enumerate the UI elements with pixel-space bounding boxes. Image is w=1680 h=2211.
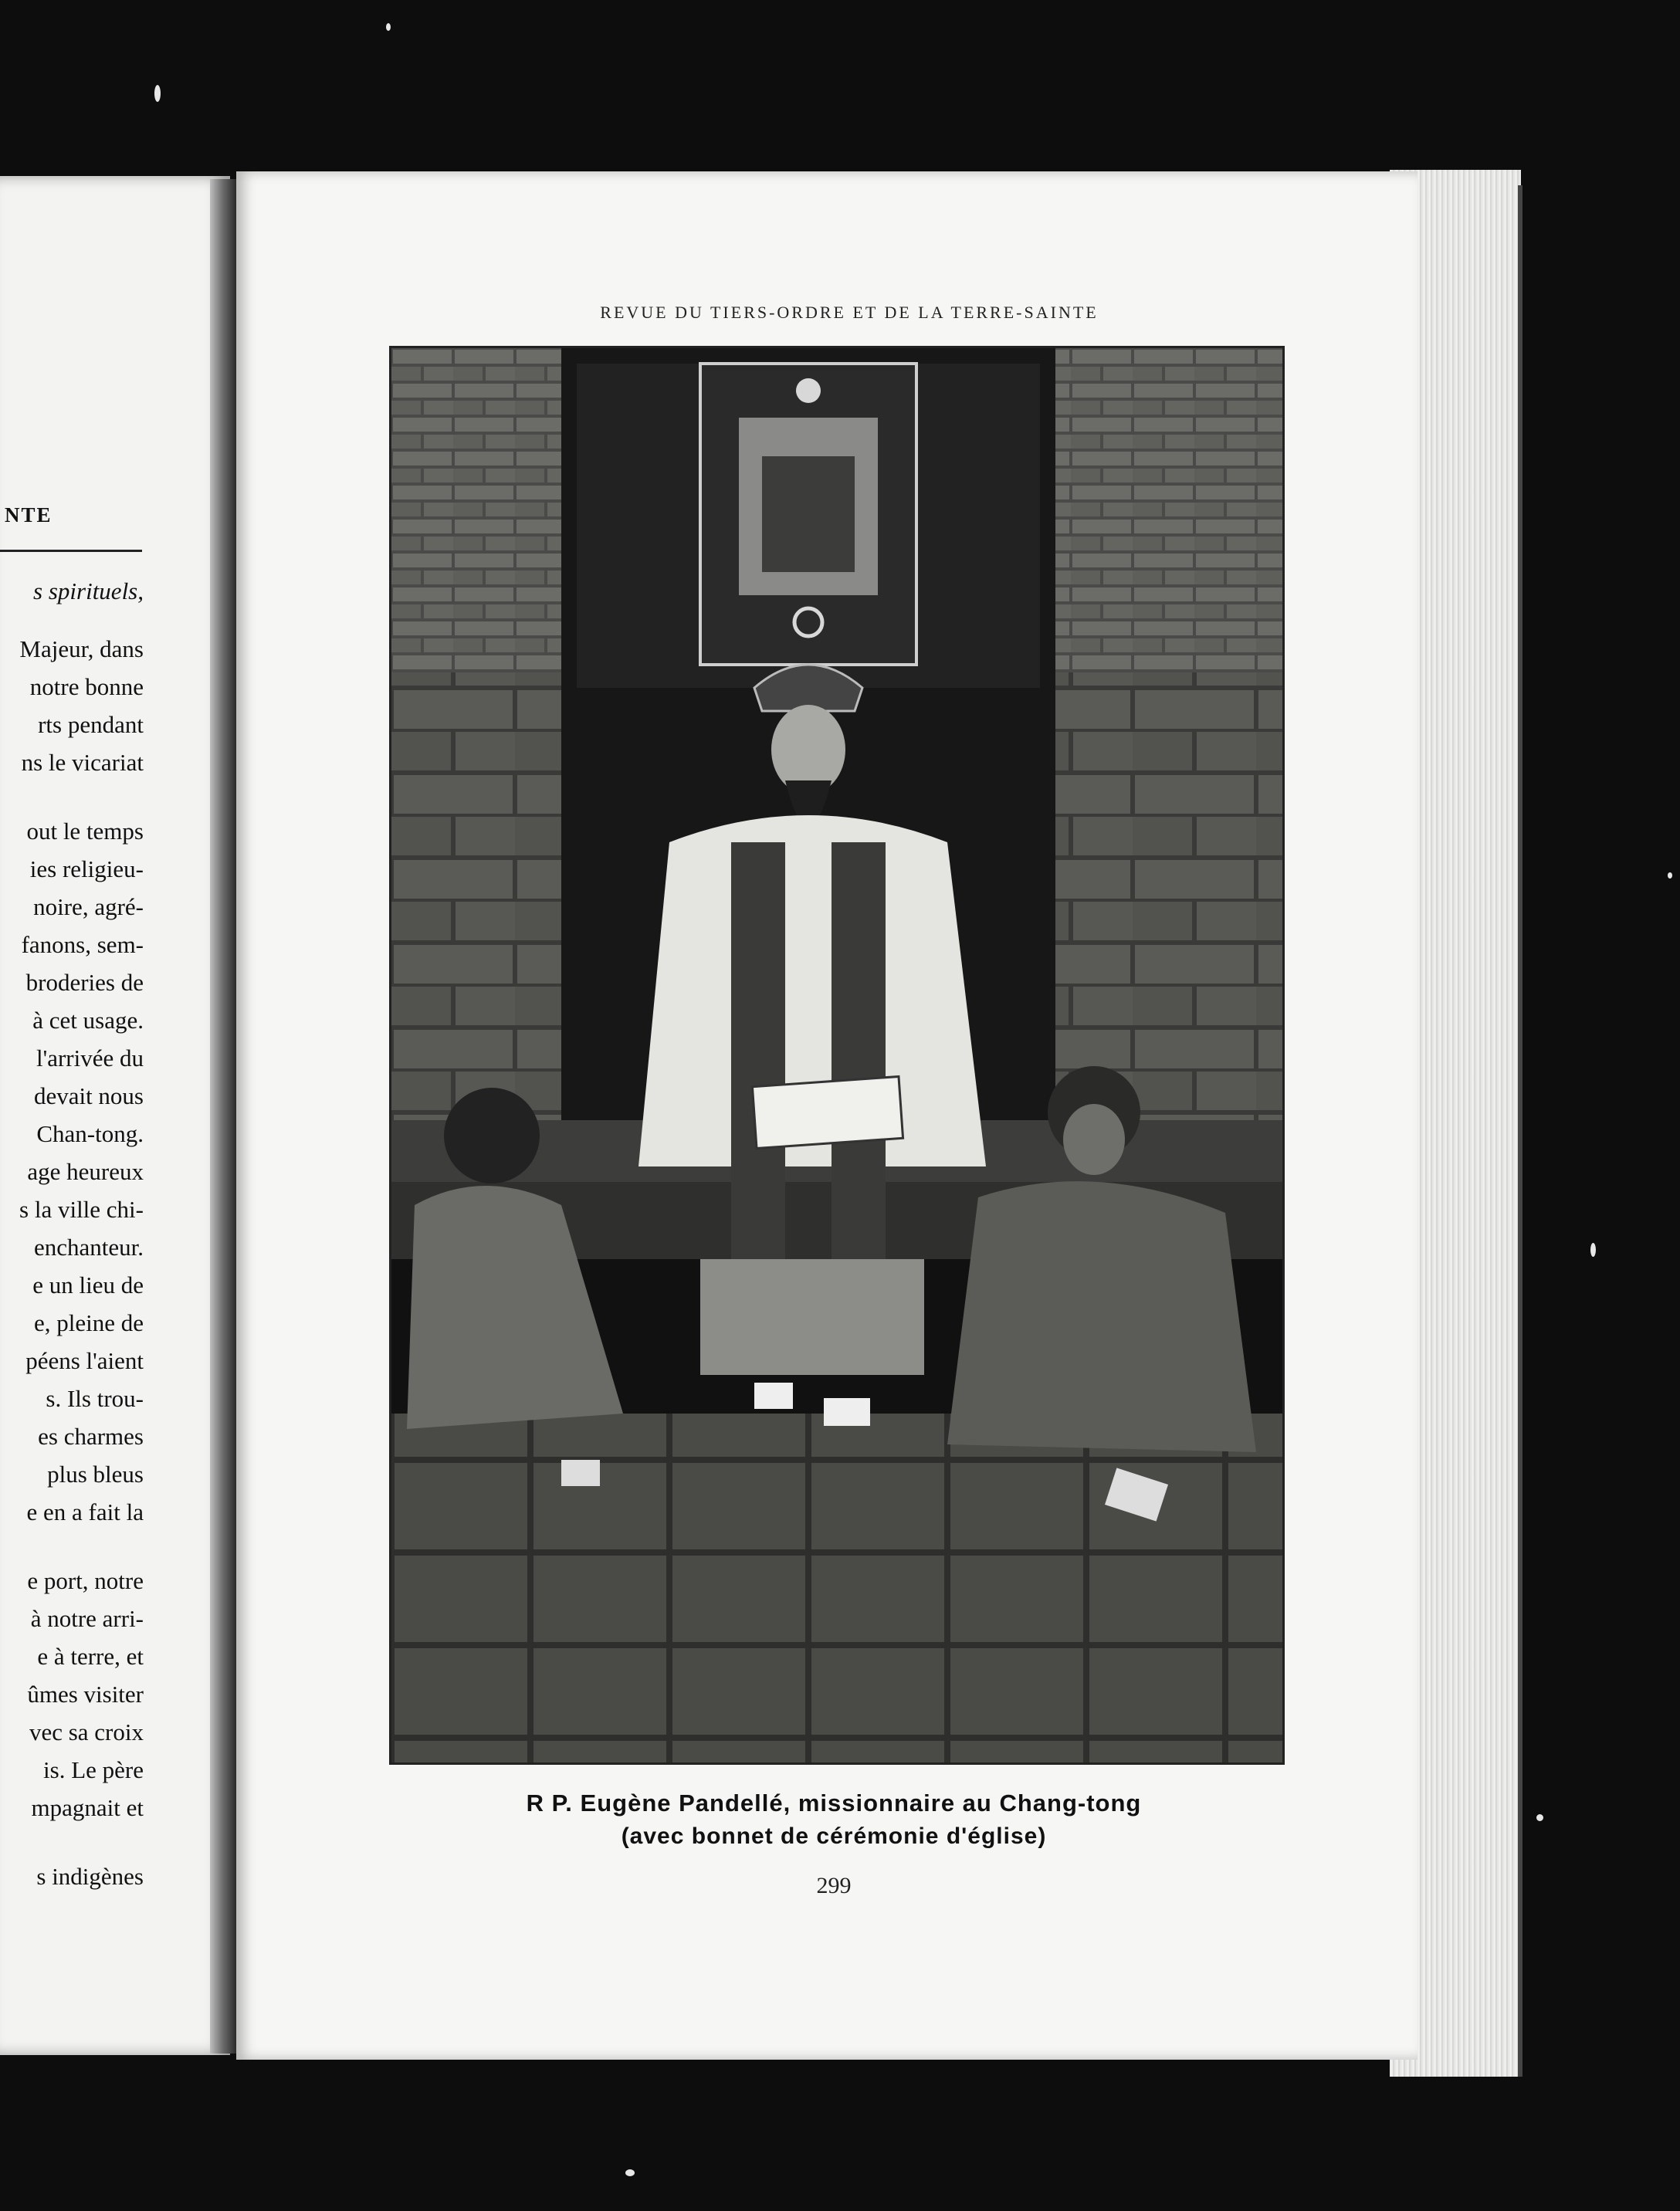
left-text-line: enchanteur. xyxy=(33,1234,144,1261)
child-right-body xyxy=(947,1181,1256,1452)
left-text-line: s spirituels, xyxy=(33,577,144,604)
left-header-rule xyxy=(0,550,142,552)
left-text-line: à notre arri- xyxy=(30,1605,144,1632)
scan-speck xyxy=(386,23,391,31)
page-number: 299 xyxy=(816,1873,852,1898)
left-text-line: age heureux xyxy=(27,1158,144,1185)
left-text-line: e en a fait la xyxy=(26,1498,144,1525)
photo-caption: R P. Eugène Pandellé, missionnaire au Chang-tong xyxy=(526,1789,1142,1817)
page-edge-shadow xyxy=(1518,185,1522,2077)
stone-floor xyxy=(391,1414,1282,1762)
left-text-line: s la ville chi- xyxy=(19,1196,144,1223)
photograph xyxy=(389,346,1285,1765)
left-text-line: noire, agré- xyxy=(33,893,144,920)
left-text-line: notre bonne xyxy=(29,673,144,700)
child-right-face xyxy=(1063,1104,1125,1175)
left-page xyxy=(0,176,230,2055)
left-text-line: e à terre, et xyxy=(37,1643,144,1670)
left-text-line: Majeur, dans xyxy=(19,635,144,662)
left-text-line: e un lieu de xyxy=(32,1271,144,1298)
left-text-line: plus bleus xyxy=(47,1461,144,1488)
left-text-line: broderies de xyxy=(25,969,144,996)
book-gutter xyxy=(210,179,236,2054)
stole-left xyxy=(731,842,785,1275)
icon-figure xyxy=(762,456,855,572)
left-text-line: l'arrivée du xyxy=(36,1045,144,1072)
left-text-line: is. Le père xyxy=(43,1756,144,1783)
scan-speck xyxy=(1536,1814,1543,1821)
stole-right xyxy=(832,842,886,1275)
left-text-line: out le temps xyxy=(26,818,144,845)
priest-robe-lower xyxy=(700,1259,924,1375)
left-text-line: péens l'aient xyxy=(25,1347,144,1374)
left-text-line: ies religieu- xyxy=(29,855,144,882)
scan-speck xyxy=(625,2169,635,2176)
left-text-line: rts pendant xyxy=(38,711,144,738)
brick-wall-left xyxy=(391,348,561,672)
shoe-right xyxy=(824,1398,870,1426)
scan-speck xyxy=(154,85,161,102)
left-text-line: ûmes visiter xyxy=(27,1681,144,1708)
open-book xyxy=(752,1076,903,1148)
shoe-left xyxy=(754,1383,793,1409)
left-text-line: ns le vicariat xyxy=(21,749,144,776)
left-text-line: es charmes xyxy=(38,1423,144,1450)
left-text-line: Chan-tong. xyxy=(36,1120,144,1147)
left-text-line: s indigènes xyxy=(36,1863,144,1890)
left-text-line: s. Ils trou- xyxy=(46,1385,144,1412)
left-text-line: fanons, sem- xyxy=(21,931,144,958)
child-left-head xyxy=(444,1088,540,1183)
scan-speck xyxy=(1590,1243,1596,1257)
left-text-line: mpagnait et xyxy=(31,1794,144,1821)
brick-wall-right xyxy=(1055,348,1282,672)
left-text-line: devait nous xyxy=(33,1082,144,1109)
left-text-line: e port, notre xyxy=(27,1567,144,1594)
photo-illustration xyxy=(391,348,1282,1762)
scan-speck xyxy=(1668,872,1672,879)
left-text-line: à cet usage. xyxy=(32,1007,144,1034)
icon-star xyxy=(796,378,821,403)
left-running-head: NTE xyxy=(5,503,52,527)
left-text-line: vec sa croix xyxy=(29,1718,144,1745)
child-left-foot xyxy=(561,1460,600,1486)
stone-wall-left xyxy=(391,672,561,1151)
photo-caption-subtitle: (avec bonnet de cérémonie d'église) xyxy=(621,1823,1047,1849)
left-text-line: e, pleine de xyxy=(33,1309,144,1336)
right-running-head: REVUE DU TIERS-ORDRE ET DE LA TERRE-SAINTE xyxy=(600,303,1099,322)
